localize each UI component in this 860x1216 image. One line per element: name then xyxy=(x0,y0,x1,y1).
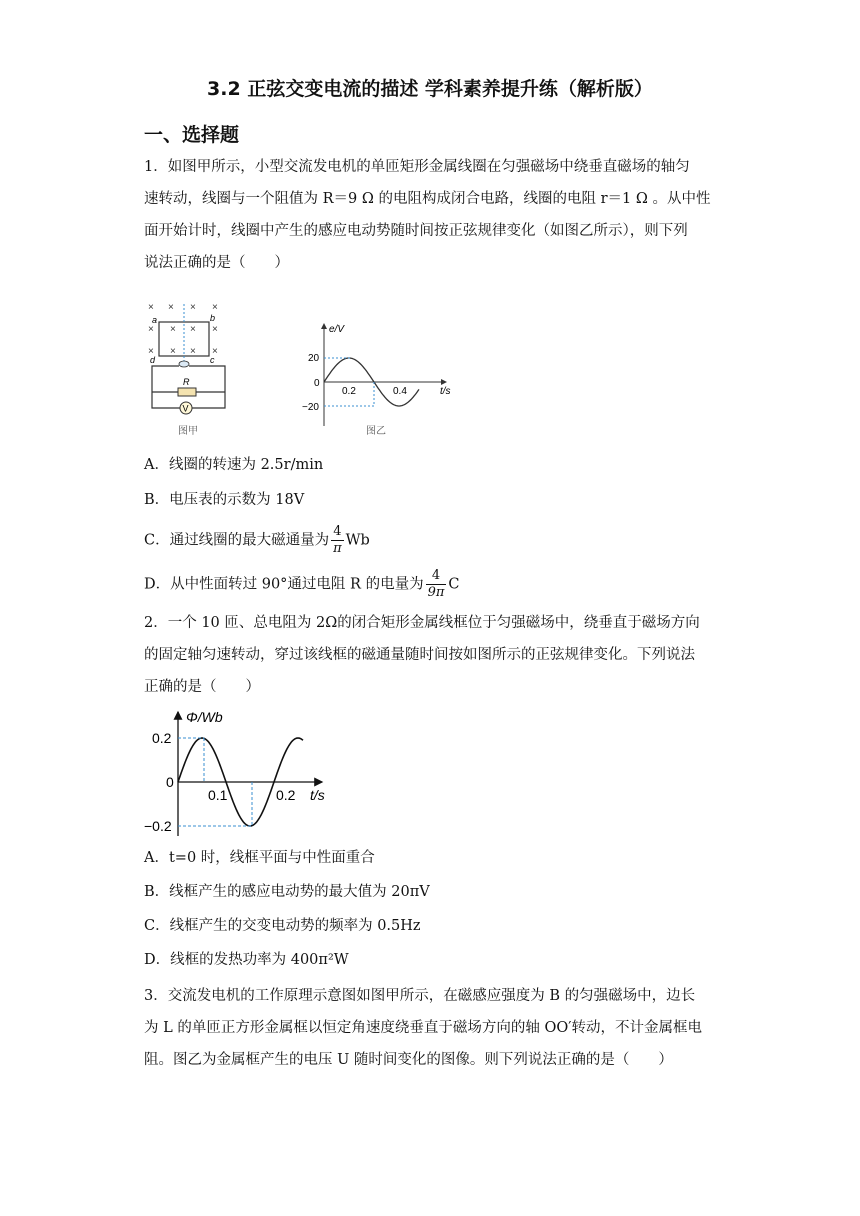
q1-option-b: B．电压表的示数为 18V xyxy=(144,492,305,508)
q1-option-d: D．从中性面转过 90°通过电阻 R 的电量为 $\frac{4}{9\pi}$ C xyxy=(144,568,460,600)
svg-text:×: × xyxy=(148,346,154,357)
section-heading: 一、选择题 xyxy=(144,124,240,146)
x-tick-0.2: 0.2 xyxy=(276,787,296,803)
label-r: R xyxy=(183,377,190,387)
svg-text:×: × xyxy=(190,324,196,335)
question-2-line: 正确的是（ ） xyxy=(144,679,260,695)
label-d: d xyxy=(150,355,156,365)
x-axis-label: t/s xyxy=(310,787,325,803)
x-axis-label: t/s xyxy=(440,386,451,397)
fraction-4-over-9pi: $\frac{4}{9\pi}$ xyxy=(427,568,445,600)
circuit-diagram-jia xyxy=(140,298,240,440)
circuit-wire xyxy=(152,366,225,408)
question-3-line: 3．交流发电机的工作原理示意图如图甲所示，在磁感应强度为 B 的匀强磁场中，边长 xyxy=(144,988,696,1004)
svg-text:×: × xyxy=(212,346,218,357)
svg-text:×: × xyxy=(170,346,176,357)
caption-yi: 图乙 xyxy=(366,426,386,437)
label-v: V xyxy=(182,403,189,414)
y-axis-label: Φ/Wb xyxy=(186,709,223,725)
x-tick-0.1: 0.1 xyxy=(208,787,228,803)
page-title: 3.2 正弦交变电流的描述 学科素养提升练（解析版） xyxy=(207,78,653,100)
question-1-line: 1．如图甲所示，小型交流发电机的单匝矩形金属线圈在匀强磁场中绕垂直磁场的轴匀 xyxy=(144,159,690,175)
label-a: a xyxy=(152,315,158,325)
label-b: b xyxy=(210,313,216,323)
y-tick-neg20: −20 xyxy=(302,402,319,413)
q1-option-a: A．线圈的转速为 2.5r/min xyxy=(144,457,324,473)
origin-label: 0 xyxy=(166,774,174,790)
question-1-line: 速转动，线圈与一个阻值为 R＝9 Ω 的电阻构成闭合电路，线圈的电阻 r＝1 Ω 。从中性 xyxy=(144,191,711,207)
x-tick-0.2: 0.2 xyxy=(342,386,356,397)
question-1-line: 说法正确的是（ ） xyxy=(144,255,289,271)
y-tick-0.2: 0.2 xyxy=(152,730,172,746)
svg-text:×: × xyxy=(212,324,218,335)
q2-option-d: D．线框的发热功率为 400π²W xyxy=(144,952,349,968)
q1-option-d-text: D．从中性面转过 90°通过电阻 R 的电量为 xyxy=(144,576,424,593)
svg-text:×: × xyxy=(170,324,176,335)
q1-option-c-text: C．通过线圈的最大磁通量为 xyxy=(144,532,330,549)
resistor-r xyxy=(178,388,196,396)
svg-text:×: × xyxy=(168,302,174,313)
svg-text:×: × xyxy=(190,346,196,357)
svg-text:×: × xyxy=(148,324,154,335)
x-tick-0.4: 0.4 xyxy=(393,386,407,397)
emf-time-graph-yi xyxy=(294,318,464,440)
y-axis-label: e/V xyxy=(329,324,345,335)
question-3-text xyxy=(144,980,716,1076)
y-tick-20: 20 xyxy=(308,353,320,364)
question-2-text xyxy=(144,607,716,703)
question-1-line: 面开始计时，线圈中产生的感应电动势随时间按正弦规律变化（如图乙所示），则下列 xyxy=(144,223,688,239)
question-3-line: 为 L 的单匝正方形金属框以恒定角速度绕垂直于磁场方向的轴 OO′转动，不计金属框电 xyxy=(144,1020,703,1036)
label-c: c xyxy=(210,355,215,365)
caption-jia: 图甲 xyxy=(178,426,198,437)
q2-option-a: A．t=0 时，线框平面与中性面重合 xyxy=(144,850,375,866)
slip-rings xyxy=(179,361,189,367)
question-3-line: 阻。图乙为金属框产生的电压 U 随时间变化的图像。则下列说法正确的是（ ） xyxy=(144,1052,673,1068)
svg-text:×: × xyxy=(148,302,154,313)
y-tick-neg0.2: −0.2 xyxy=(144,818,172,834)
svg-text:×: × xyxy=(190,302,196,313)
q1-option-c: C．通过线圈的最大磁通量为 $\frac{4}{\pi}$ Wb xyxy=(144,524,370,556)
fraction-4-over-pi: $\frac{4}{\pi}$ xyxy=(333,524,342,556)
q2-option-c: C．线框产生的交变电动势的频率为 0.5Hz xyxy=(144,918,421,934)
q2-option-b: B．线框产生的感应电动势的最大值为 20πV xyxy=(144,884,430,900)
question-2-line: 的固定轴匀速转动，穿过该线框的磁通量随时间按如图所示的正弦规律变化。下列说法 xyxy=(144,647,695,663)
coil-loop xyxy=(159,322,209,356)
svg-text:×: × xyxy=(212,302,218,313)
question-1-text xyxy=(144,151,716,279)
question-2-line: 2．一个 10 匝、总电阻为 2Ω的闭合矩形金属线框位于匀强磁场中，绕垂直于磁场方向 xyxy=(144,615,700,631)
origin-label: 0 xyxy=(314,378,320,389)
flux-time-graph xyxy=(140,708,340,838)
